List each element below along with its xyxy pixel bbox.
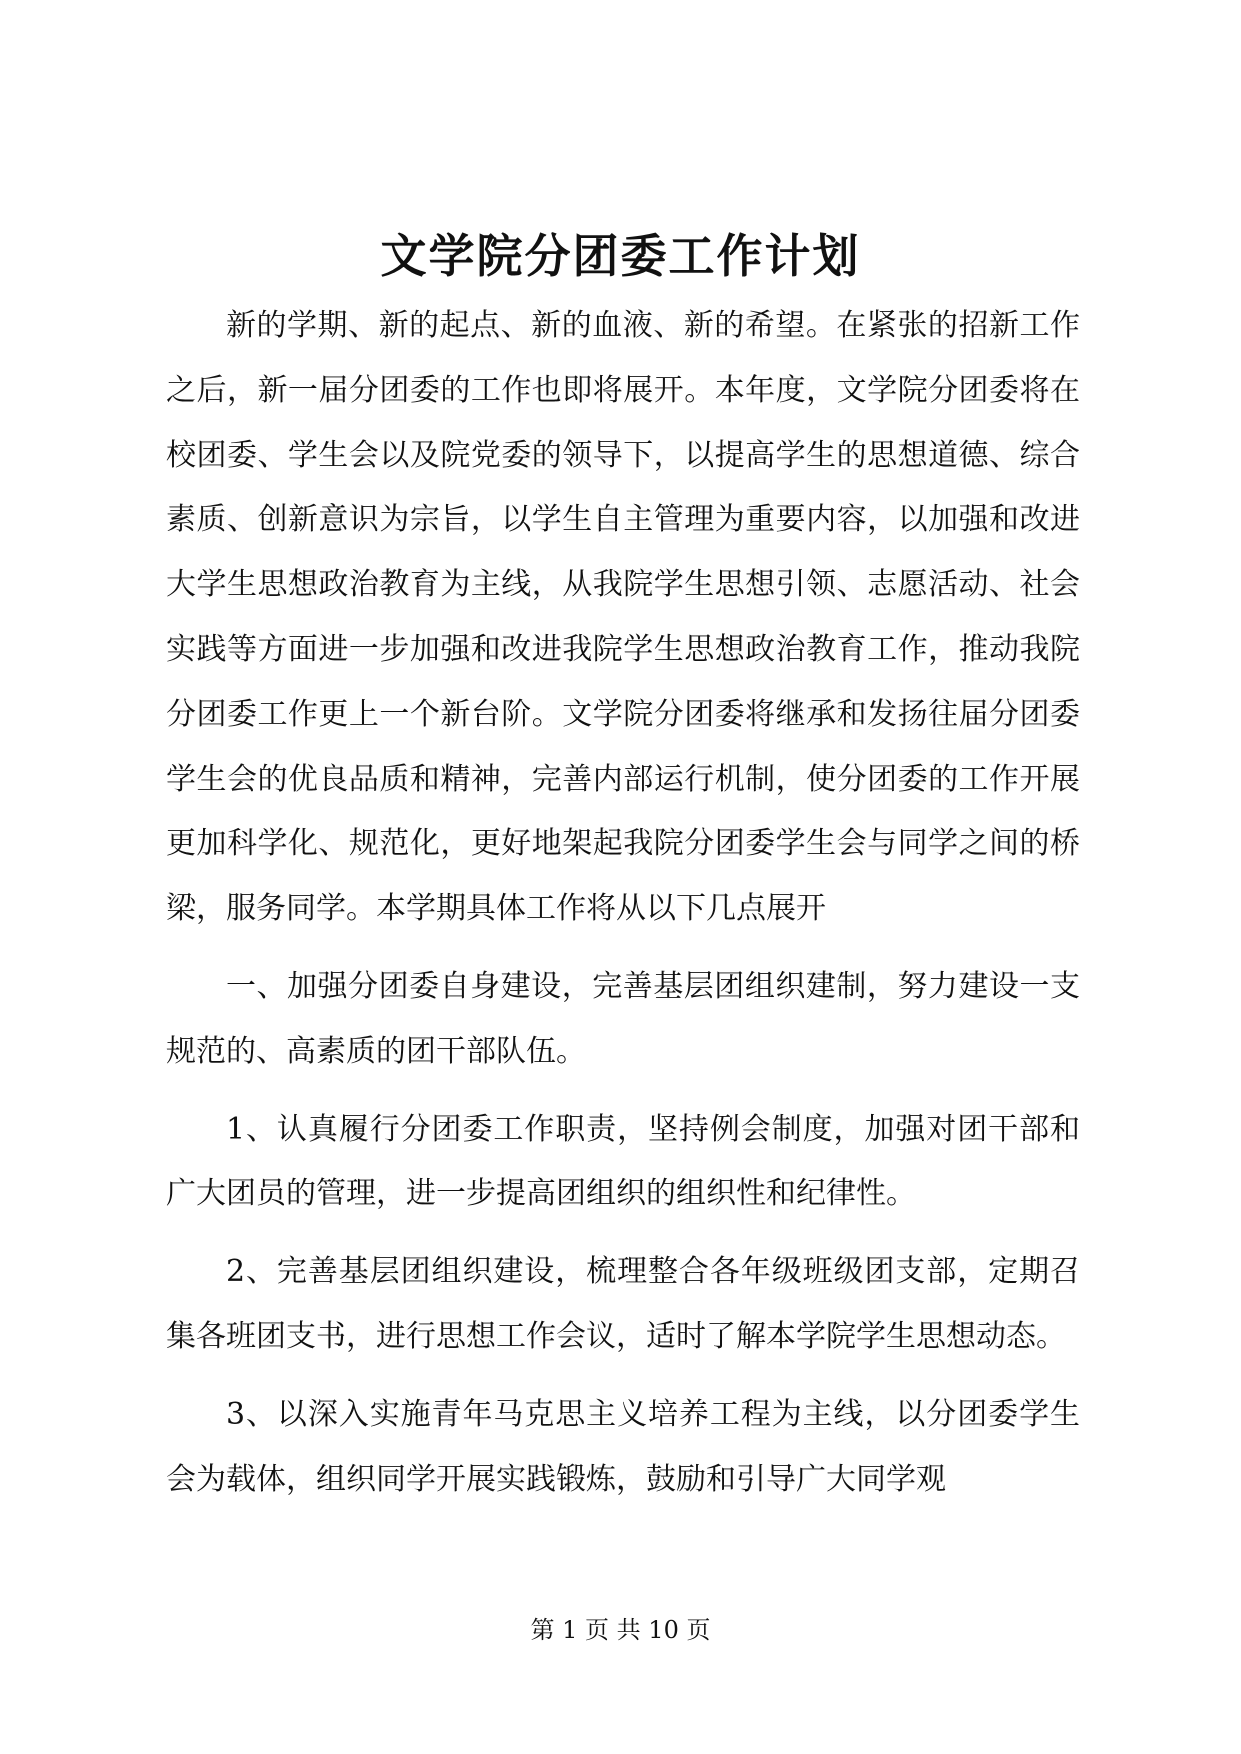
paragraph-intro: 新的学期、新的起点、新的血液、新的希望。在紧张的招新工作之后，新一届分团委的工作也即将展开。本年度，文学院分团委将在校团委、学生会以及院党委的领导下，以提高学生的思想道德、综合素质、创新意识为宗旨，以学生自主管理为重要内容，以加强和改进大学生思想政治教育为主线，从我院学生思想引领、志愿活动、社会实践等方面进一步加强和改进我院学生思想政治教育工作，推动我院分团委工作更上一个新台阶。文学院分团委将继承和发扬往届分团委学生会的优良品质和精神，完善内部运行机制，使分团委的工作开展更加科学化、规范化，更好地架起我院分团委学生会与同学之间的桥梁，服务同学。本学期具体工作将从以下几点展开	[166, 308, 1080, 927]
document-title: 文学院分团委工作计划	[380, 229, 861, 283]
paragraph-section-1-heading: 一、加强分团委自身建设，完善基层团组织建制，努力建设一支规范的、高素质的团干部队伍。	[166, 968, 1080, 1069]
paragraph-item-1: 1、认真履行分团委工作职责，坚持例会制度，加强对团干部和广大团员的管理，进一步提高团组织的组织性和纪律性。	[166, 1111, 1080, 1212]
paragraph-item-3: 3、以深入实施青年马克思主义培养工程为主线，以分团委学生会为载体，组织同学开展实践锻炼，鼓励和引导广大同学观	[166, 1396, 1080, 1497]
document-body	[166, 294, 1080, 1525]
page-footer: 第 1 页 共 10 页	[530, 1616, 711, 1644]
paragraph-item-2: 2、完善基层团组织建设，梳理整合各年级班级团支部，定期召集各班团支书，进行思想工作会议，适时了解本学院学生思想动态。	[166, 1254, 1080, 1354]
